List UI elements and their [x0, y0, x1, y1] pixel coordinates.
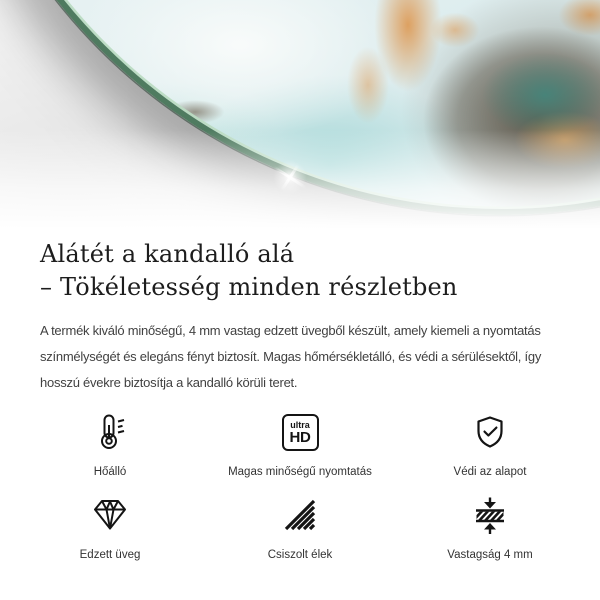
ultra-hd-badge-top: ultra — [290, 419, 310, 430]
feature-label: Edzett üveg — [79, 549, 141, 561]
product-photo — [0, 0, 600, 236]
diamond-icon — [90, 493, 130, 537]
shield-check-icon — [470, 410, 510, 454]
thermometer-icon — [90, 410, 130, 454]
ultra-hd-badge-bottom: HD — [289, 428, 311, 446]
feature-heat-resistant — [15, 410, 205, 480]
feature-label: Hőálló — [93, 466, 127, 478]
feature-label: Csiszolt élek — [267, 549, 333, 561]
feature-ultra-hd-print — [205, 410, 395, 480]
feature-thickness-4mm — [395, 493, 585, 563]
feature-grid — [15, 410, 585, 563]
ultra-hd-icon — [282, 410, 319, 454]
polished-edges-icon — [280, 493, 320, 537]
feature-label: Védi az alapot — [453, 466, 527, 478]
title-line-2: – Tökéletesség minden részletben — [40, 273, 458, 301]
photo-fade-overlay — [0, 0, 600, 236]
feature-label: Magas minőségű nyomtatás — [228, 466, 372, 478]
feature-protects-base — [395, 410, 585, 480]
feature-label: Vastagság 4 mm — [447, 549, 533, 561]
text-section — [0, 236, 600, 396]
title-line-1: Alátét a kandalló alá — [40, 240, 295, 268]
page-title — [40, 238, 560, 304]
thickness-icon — [470, 493, 510, 537]
product-description-text: A termék kiváló minőségű, 4 mm vastag edzett üvegből készült, amely kiemeli a nyomtatás színmélységét és elegáns fényt biztosít. Magas hőmérsékletálló, és védi a sérülésektől, így hosszú évekre biztosítja a kandalló körüli teret. — [40, 323, 542, 390]
feature-polished-edges — [205, 493, 395, 563]
feature-tempered-glass — [15, 493, 205, 563]
